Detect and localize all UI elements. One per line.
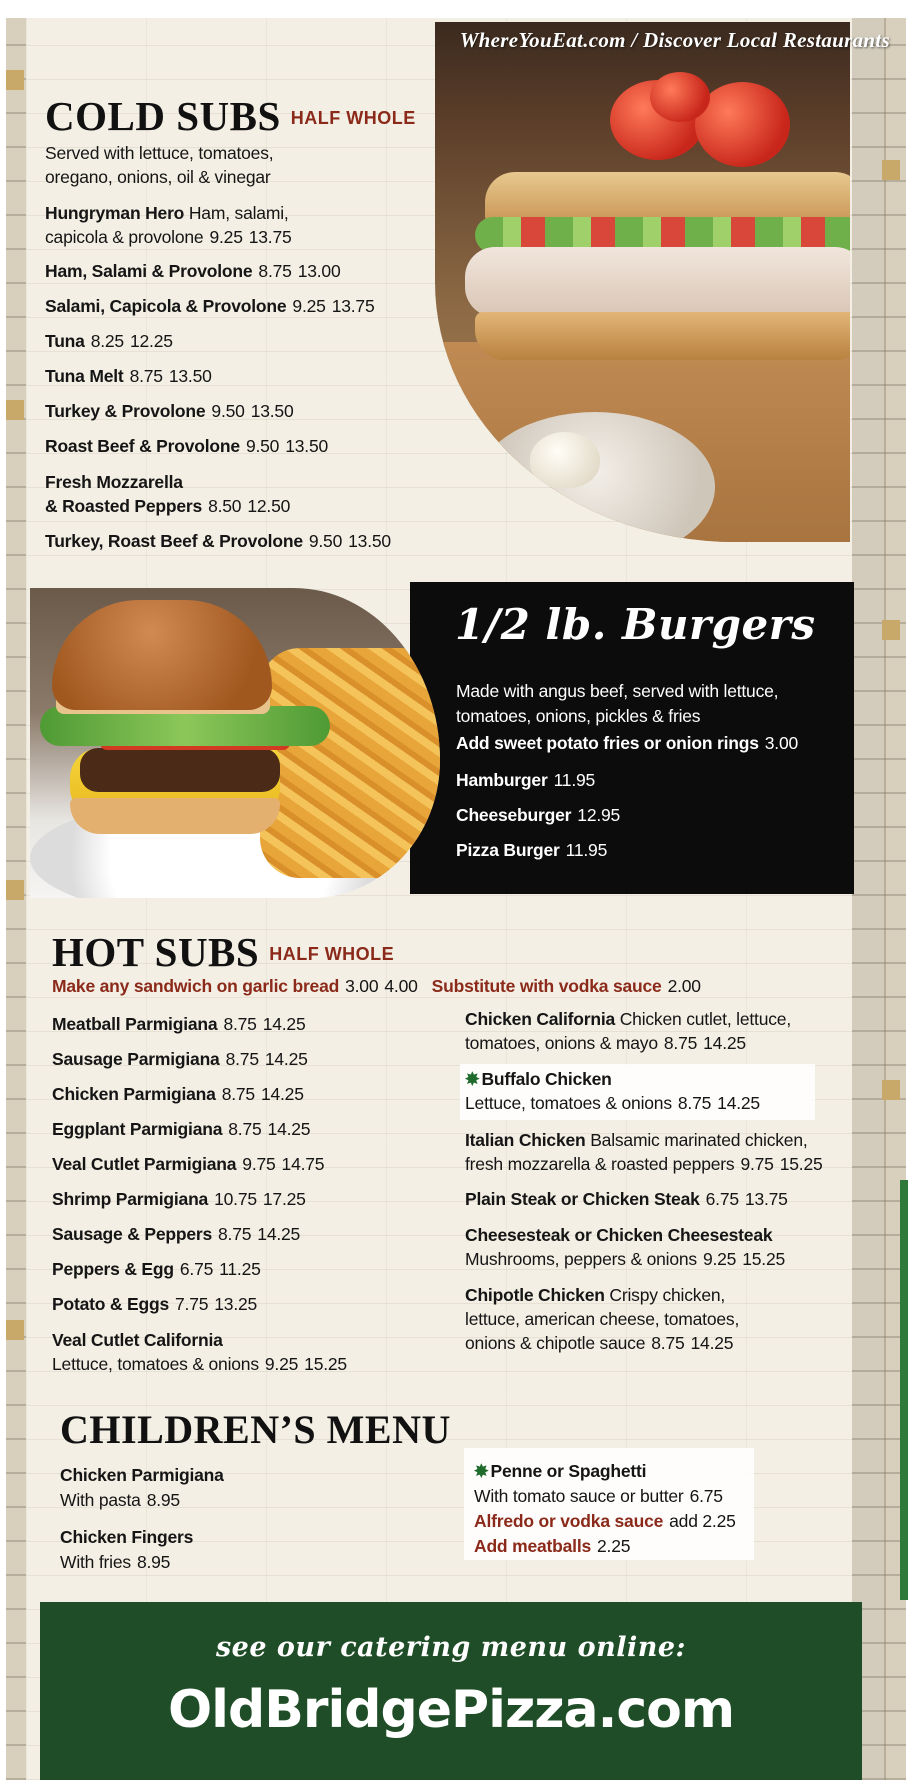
hot-subs-notes: Make any sandwich on garlic bread 3.00 4.00 Substitute with vodka sauce 2.00 [52, 976, 701, 996]
menu-item: With fries 8.95 [60, 1552, 171, 1572]
brick [6, 70, 24, 90]
menu-item: Hungryman Hero Ham, salami, [45, 203, 289, 223]
menu-item: fresh mozzarella & roasted peppers 9.75 15.25 [465, 1154, 823, 1174]
burgers-title: 1/2 lb. Burgers [455, 600, 816, 649]
menu-item: Turkey, Roast Beef & Provolone 9.50 13.50 [45, 531, 391, 551]
menu-item: Veal Cutlet Parmigiana 9.75 14.75 [52, 1154, 325, 1174]
burgers-addon: Add sweet potato fries or onion rings 3.00 [456, 733, 799, 753]
brick [6, 400, 24, 420]
cold-subs-title [45, 92, 416, 140]
cold-subs-half-whole: HALF WHOLE [290, 108, 416, 128]
star-icon: ✸ [474, 1461, 489, 1481]
watermark: WhereYouEat.com / Discover Local Restaurants [459, 28, 890, 52]
burger-photo [30, 588, 440, 898]
brick [6, 880, 24, 900]
menu-item: Cheeseburger 12.95 [456, 805, 621, 825]
cold-subs-description: oregano, onions, oil & vinegar [45, 167, 271, 187]
menu-item: ✸ Buffalo Chicken [465, 1069, 612, 1089]
cold-subs-title-text: COLD SUBS [45, 93, 281, 139]
menu-item: Plain Steak or Chicken Steak 6.75 13.75 [465, 1189, 788, 1209]
childrens-menu-title: CHILDREN’S MENU [60, 1407, 451, 1452]
hot-subs-title-text: HOT SUBS [52, 929, 260, 975]
catering-text: see our catering menu online: [215, 1632, 687, 1663]
menu-item: With pasta 8.95 [60, 1490, 180, 1510]
brick [882, 1080, 900, 1100]
menu-item: Tuna 8.25 12.25 [45, 331, 173, 351]
menu-item: Chicken California Chicken cutlet, lettuce, [465, 1009, 791, 1029]
menu-item: Alfredo or vodka sauce add 2.25 [474, 1511, 736, 1531]
menu-item: Fresh Mozzarella [45, 472, 183, 492]
menu-item: Italian Chicken Balsamic marinated chicken, [465, 1130, 808, 1150]
cold-subs-description: Served with lettuce, tomatoes, [45, 143, 274, 163]
menu-item: lettuce, american cheese, tomatoes, [465, 1309, 740, 1329]
menu-item: Cheesesteak or Chicken Cheesesteak [465, 1225, 773, 1245]
menu-item: Potato & Eggs 7.75 13.25 [52, 1294, 258, 1314]
menu-item: Hamburger 11.95 [456, 770, 596, 790]
menu-item: Ham, Salami & Provolone 8.75 13.00 [45, 261, 341, 281]
sub-sandwich-photo [435, 22, 850, 542]
menu-item: capicola & provolone 9.25 13.75 [45, 227, 292, 247]
menu-item: onions & chipotle sauce 8.75 14.25 [465, 1333, 734, 1353]
menu-item: Roast Beef & Provolone 9.50 13.50 [45, 436, 329, 456]
burgers-description: tomatoes, onions, pickles & fries [456, 706, 701, 726]
menu-item: Lettuce, tomatoes & onions 9.25 15.25 [52, 1354, 347, 1374]
menu-item: tomatoes, onions & mayo 8.75 14.25 [465, 1033, 746, 1053]
menu-item: Tuna Melt 8.75 13.50 [45, 366, 212, 386]
menu-item: Salami, Capicola & Provolone 9.25 13.75 [45, 296, 375, 316]
menu-item: Veal Cutlet California [52, 1330, 223, 1350]
menu-item: Lettuce, tomatoes & onions 8.75 14.25 [465, 1093, 760, 1113]
menu-item: Pizza Burger 11.95 [456, 840, 608, 860]
menu-item: Mushrooms, peppers & onions 9.25 15.25 [465, 1249, 786, 1269]
brick [6, 1320, 24, 1340]
brick [882, 160, 900, 180]
footer-banner [40, 1602, 862, 1780]
menu-item: Eggplant Parmigiana 8.75 14.25 [52, 1119, 311, 1139]
menu-item: Chicken Parmigiana [60, 1465, 224, 1485]
brick [882, 620, 900, 640]
menu-item: Sausage & Peppers 8.75 14.25 [52, 1224, 301, 1244]
menu-item: Chicken Fingers [60, 1527, 194, 1547]
menu-item: Shrimp Parmigiana 10.75 17.25 [52, 1189, 306, 1209]
menu-item: Sausage Parmigiana 8.75 14.25 [52, 1049, 308, 1069]
green-edge [900, 1180, 908, 1600]
menu-item: Peppers & Egg 6.75 11.25 [52, 1259, 261, 1279]
hot-subs-half-whole: HALF WHOLE [269, 944, 395, 964]
menu-item: Turkey & Provolone 9.50 13.50 [45, 401, 294, 421]
menu-item: ✸ Penne or Spaghetti [474, 1461, 647, 1481]
menu-item: Add meatballs 2.25 [474, 1536, 631, 1556]
menu-item: With tomato sauce or butter 6.75 [474, 1486, 723, 1506]
star-icon: ✸ [465, 1069, 480, 1089]
hot-subs-title [52, 928, 394, 976]
website-link[interactable]: OldBridgePizza.com [167, 1680, 735, 1740]
menu-item: Chicken Parmigiana 8.75 14.25 [52, 1084, 304, 1104]
menu-item: & Roasted Peppers 8.50 12.50 [45, 496, 291, 516]
burgers-description: Made with angus beef, served with lettuce, [456, 681, 779, 701]
menu-item: Chipotle Chicken Crispy chicken, [465, 1285, 726, 1305]
menu-item: Meatball Parmigiana 8.75 14.25 [52, 1014, 306, 1034]
